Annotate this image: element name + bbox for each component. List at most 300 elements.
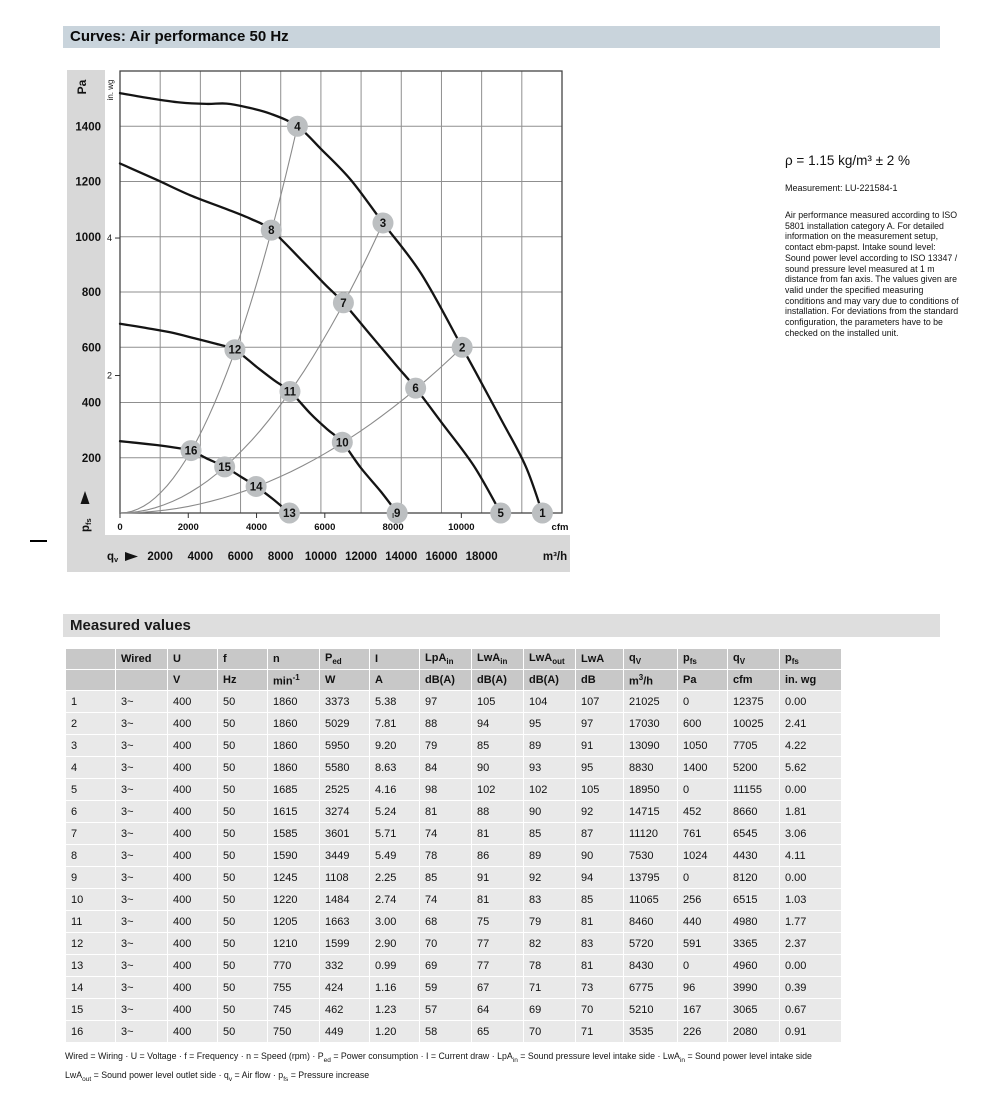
cell: 18950 <box>624 779 678 801</box>
cell: 745 <box>268 999 320 1021</box>
cell: 0.00 <box>780 955 842 977</box>
table-body <box>66 691 842 1043</box>
col-unit: Hz <box>218 670 268 691</box>
cell: 92 <box>524 867 576 889</box>
cell: 4.22 <box>780 735 842 757</box>
col-header: LwA <box>576 649 624 670</box>
cell: 3~ <box>116 757 168 779</box>
cell: 591 <box>678 933 728 955</box>
cell: 82 <box>524 933 576 955</box>
svg-text:6: 6 <box>412 383 419 396</box>
cell: 1.20 <box>370 1021 420 1043</box>
cell: 755 <box>268 977 320 999</box>
svg-text:5: 5 <box>497 508 504 520</box>
cell: 5.38 <box>370 691 420 713</box>
svg-text:14: 14 <box>249 481 263 494</box>
svg-text:2: 2 <box>458 342 466 355</box>
cell: 64 <box>472 999 524 1021</box>
cell: 3~ <box>116 779 168 801</box>
table-row <box>66 779 842 801</box>
cell: 449 <box>320 1021 370 1043</box>
cell: 0.00 <box>780 691 842 713</box>
cell: 50 <box>218 735 268 757</box>
cell: 78 <box>524 955 576 977</box>
svg-text:15: 15 <box>218 461 232 474</box>
table-row <box>66 691 842 713</box>
cell: 81 <box>472 889 524 911</box>
cell: 85 <box>420 867 472 889</box>
svg-text:6000: 6000 <box>314 522 336 533</box>
table-row <box>66 955 842 977</box>
cell: 3~ <box>116 889 168 911</box>
cell: 1860 <box>268 757 320 779</box>
cell: 81 <box>472 823 524 845</box>
cell: 1615 <box>268 801 320 823</box>
cell: 96 <box>678 977 728 999</box>
cell: 15 <box>66 999 116 1021</box>
cell: 400 <box>168 735 218 757</box>
marker-badge-3 <box>372 212 393 233</box>
svg-text:600: 600 <box>81 342 101 355</box>
cell: 10 <box>66 889 116 911</box>
footnote-line-2: LwA$_{out}$ = Sound power level outlet side · $q_v$ = Air flow · $p_{fs}$ = Pressure increase <box>65 1069 370 1083</box>
units-row <box>66 670 842 691</box>
cell: 3.06 <box>780 823 842 845</box>
cell: 3~ <box>116 1021 168 1043</box>
table-footnotes <box>65 1051 980 1089</box>
cell: 13 <box>66 955 116 977</box>
cell: 50 <box>218 867 268 889</box>
col-header: f <box>218 649 268 670</box>
cell: 14 <box>66 977 116 999</box>
cell: 65 <box>472 1021 524 1043</box>
cell: 58 <box>420 1021 472 1043</box>
cell: 88 <box>420 713 472 735</box>
cell: 50 <box>218 999 268 1021</box>
cell: 3449 <box>320 845 370 867</box>
svg-text:16: 16 <box>184 445 198 458</box>
cell: 1663 <box>320 911 370 933</box>
y-unit-inwg: in. wg <box>106 79 115 101</box>
cell: 8120 <box>728 867 780 889</box>
cell: 50 <box>218 713 268 735</box>
cell: 6775 <box>624 977 678 999</box>
cell: 7530 <box>624 845 678 867</box>
svg-text:9: 9 <box>393 508 401 520</box>
cell: 93 <box>524 757 576 779</box>
svg-text:0: 0 <box>117 522 123 533</box>
cell: 2.90 <box>370 933 420 955</box>
cell: 90 <box>472 757 524 779</box>
cell: 1220 <box>268 889 320 911</box>
cell: 5210 <box>624 999 678 1021</box>
col-unit: A <box>370 670 420 691</box>
table-row <box>66 801 842 823</box>
cell: 50 <box>218 955 268 977</box>
cell: 1.23 <box>370 999 420 1021</box>
cell: 600 <box>678 713 728 735</box>
cell: 69 <box>420 955 472 977</box>
cell: 17030 <box>624 713 678 735</box>
cell: 0 <box>678 779 728 801</box>
marker-badge-16 <box>181 440 202 461</box>
col-header: LwA$_{out}$ <box>524 649 576 670</box>
cell: 86 <box>472 845 524 867</box>
cell: 3~ <box>116 845 168 867</box>
cell: 6 <box>66 801 116 823</box>
cell: 74 <box>420 823 472 845</box>
cell: 5.24 <box>370 801 420 823</box>
cell: 77 <box>472 933 524 955</box>
cell: 6545 <box>728 823 780 845</box>
svg-text:4000: 4000 <box>187 551 214 563</box>
cell: 5.49 <box>370 845 420 867</box>
cell: 1860 <box>268 735 320 757</box>
cell: 89 <box>524 845 576 867</box>
cell: 400 <box>168 867 218 889</box>
cell: 69 <box>524 999 576 1021</box>
svg-text:6000: 6000 <box>227 551 254 563</box>
cell: 5720 <box>624 933 678 955</box>
cell: 1860 <box>268 713 320 735</box>
cell: 85 <box>576 889 624 911</box>
cell: 332 <box>320 955 370 977</box>
marker-badge-7 <box>333 292 354 313</box>
cell: 400 <box>168 779 218 801</box>
marker-badge-13 <box>279 503 300 524</box>
cell: 70 <box>576 999 624 1021</box>
marker-badge-5 <box>490 503 511 524</box>
cell: 5200 <box>728 757 780 779</box>
marker-badge-12 <box>224 339 245 360</box>
col-header: I <box>370 649 420 670</box>
x-unit-m3h: m³/h <box>542 551 568 563</box>
header-row <box>66 649 842 670</box>
cell: 4430 <box>728 845 780 867</box>
x-axis-quantity-label: qv <box>107 551 119 564</box>
svg-text:10000: 10000 <box>304 551 337 563</box>
svg-text:12: 12 <box>228 344 242 357</box>
svg-text:3: 3 <box>379 217 387 230</box>
cell: 50 <box>218 977 268 999</box>
cell: 1 <box>66 691 116 713</box>
cell: 400 <box>168 823 218 845</box>
cell: 90 <box>524 801 576 823</box>
cell: 78 <box>420 845 472 867</box>
table-row <box>66 713 842 735</box>
svg-text:16000: 16000 <box>425 551 458 563</box>
col-unit: dB(A) <box>524 670 576 691</box>
cell: 1484 <box>320 889 370 911</box>
svg-text:8000: 8000 <box>267 551 294 563</box>
svg-text:10000: 10000 <box>448 522 475 533</box>
cell: 13090 <box>624 735 678 757</box>
cell: 3~ <box>116 823 168 845</box>
cell: 85 <box>524 823 576 845</box>
table-row <box>66 889 842 911</box>
cell: 13795 <box>624 867 678 889</box>
cell: 94 <box>472 713 524 735</box>
cell: 7705 <box>728 735 780 757</box>
cell: 0 <box>678 867 728 889</box>
cell: 97 <box>420 691 472 713</box>
cell: 14715 <box>624 801 678 823</box>
cell: 7.81 <box>370 713 420 735</box>
svg-text:8: 8 <box>268 225 275 238</box>
col-unit: dB <box>576 670 624 691</box>
cell: 3~ <box>116 801 168 823</box>
marker-badge-1 <box>532 503 553 524</box>
cell: 50 <box>218 889 268 911</box>
cell: 84 <box>420 757 472 779</box>
svg-text:13: 13 <box>282 508 296 520</box>
cell: 452 <box>678 801 728 823</box>
svg-text:400: 400 <box>81 397 101 410</box>
cell: 107 <box>576 691 624 713</box>
print-crop-mark <box>30 540 47 542</box>
col-header: $q_V$ <box>624 649 678 670</box>
cell: 3601 <box>320 823 370 845</box>
cell: 1.03 <box>780 889 842 911</box>
cell: 400 <box>168 757 218 779</box>
chart-side-notes <box>785 153 963 338</box>
marker-badge-10 <box>332 432 353 453</box>
svg-text:1200: 1200 <box>75 176 101 189</box>
marker-badge-4 <box>287 116 308 137</box>
marker-badge-11 <box>279 381 300 402</box>
cell: 21025 <box>624 691 678 713</box>
table-row <box>66 735 842 757</box>
cell: 95 <box>524 713 576 735</box>
col-unit: $m^3/h$ <box>624 670 678 691</box>
cell: 1024 <box>678 845 728 867</box>
cell: 50 <box>218 801 268 823</box>
cell: 0.91 <box>780 1021 842 1043</box>
col-header: $p_{fs}$ <box>678 649 728 670</box>
cell: 11 <box>66 911 116 933</box>
cell: 104 <box>524 691 576 713</box>
svg-text:1: 1 <box>539 508 546 520</box>
cell: 3 <box>66 735 116 757</box>
cell: 1210 <box>268 933 320 955</box>
table-head <box>66 649 842 691</box>
cell: 95 <box>576 757 624 779</box>
cell: 1205 <box>268 911 320 933</box>
col-header: $P_{ed}$ <box>320 649 370 670</box>
cell: 77 <box>472 955 524 977</box>
cell: 5 <box>66 779 116 801</box>
curves-section-title: Curves: Air performance 50 Hz <box>63 26 940 48</box>
col-header <box>66 649 116 670</box>
cell: 50 <box>218 757 268 779</box>
svg-text:4: 4 <box>106 233 112 244</box>
col-unit: cfm <box>728 670 780 691</box>
col-header: U <box>168 649 218 670</box>
cell: 9.20 <box>370 735 420 757</box>
cell: 400 <box>168 845 218 867</box>
cell: 50 <box>218 1021 268 1043</box>
cell: 2 <box>66 713 116 735</box>
cell: 79 <box>420 735 472 757</box>
cell: 0.99 <box>370 955 420 977</box>
cell: 3.00 <box>370 911 420 933</box>
cell: 16 <box>66 1021 116 1043</box>
cell: 102 <box>524 779 576 801</box>
cell: 105 <box>472 691 524 713</box>
svg-text:800: 800 <box>81 287 101 299</box>
cell: 50 <box>218 691 268 713</box>
col-unit <box>116 670 168 691</box>
cell: 3365 <box>728 933 780 955</box>
cell: 256 <box>678 889 728 911</box>
svg-text:2000: 2000 <box>177 522 199 533</box>
col-header: Wired <box>116 649 168 670</box>
cell: 5580 <box>320 757 370 779</box>
cell: 400 <box>168 691 218 713</box>
table-row <box>66 999 842 1021</box>
cell: 4 <box>66 757 116 779</box>
cell: 88 <box>472 801 524 823</box>
cell: 4960 <box>728 955 780 977</box>
cell: 1.81 <box>780 801 842 823</box>
cell: 71 <box>524 977 576 999</box>
cell: 50 <box>218 845 268 867</box>
measured-values-title: Measured values <box>63 614 940 637</box>
cell: 68 <box>420 911 472 933</box>
table-row <box>66 823 842 845</box>
svg-text:18000: 18000 <box>465 551 498 563</box>
table-row <box>66 977 842 999</box>
cell: 97 <box>576 713 624 735</box>
cell: 85 <box>472 735 524 757</box>
cell: 3~ <box>116 977 168 999</box>
cell: 7 <box>66 823 116 845</box>
svg-text:14000: 14000 <box>385 551 418 563</box>
col-header: LpA$_{in}$ <box>420 649 472 670</box>
cell: 3274 <box>320 801 370 823</box>
cell: 2.41 <box>780 713 842 735</box>
cell: 226 <box>678 1021 728 1043</box>
cell: 6515 <box>728 889 780 911</box>
cell: 0 <box>678 955 728 977</box>
cell: 94 <box>576 867 624 889</box>
cell: 3~ <box>116 735 168 757</box>
cell: 400 <box>168 955 218 977</box>
cell: 770 <box>268 955 320 977</box>
svg-text:7: 7 <box>340 297 347 310</box>
cell: 5029 <box>320 713 370 735</box>
cell: 79 <box>524 911 576 933</box>
cell: 5.62 <box>780 757 842 779</box>
table-row <box>66 911 842 933</box>
x-unit-cfm: cfm <box>551 522 569 533</box>
cell: 105 <box>576 779 624 801</box>
cell: 81 <box>576 911 624 933</box>
col-unit: dB(A) <box>420 670 472 691</box>
cell: 1860 <box>268 691 320 713</box>
table-row <box>66 1021 842 1043</box>
cell: 3~ <box>116 713 168 735</box>
col-header: LwA$_{in}$ <box>472 649 524 670</box>
cell: 400 <box>168 713 218 735</box>
col-header: n <box>268 649 320 670</box>
cell: 11155 <box>728 779 780 801</box>
cell: 91 <box>576 735 624 757</box>
cell: 0.00 <box>780 779 842 801</box>
cell: 3~ <box>116 911 168 933</box>
marker-badge-6 <box>405 378 426 399</box>
table-row <box>66 757 842 779</box>
svg-text:4000: 4000 <box>245 522 268 533</box>
cell: 400 <box>168 977 218 999</box>
cell: 0 <box>678 691 728 713</box>
cell: 73 <box>576 977 624 999</box>
cell: 3~ <box>116 933 168 955</box>
cell: 167 <box>678 999 728 1021</box>
svg-text:1000: 1000 <box>75 231 101 244</box>
marker-badge-8 <box>261 220 282 241</box>
table-row <box>66 867 842 889</box>
marker-badge-2 <box>452 337 473 358</box>
cell: 91 <box>472 867 524 889</box>
cell: 3~ <box>116 691 168 713</box>
svg-text:11: 11 <box>283 386 297 399</box>
cell: 70 <box>524 1021 576 1043</box>
cell: 3990 <box>728 977 780 999</box>
cell: 1400 <box>678 757 728 779</box>
cell: 8 <box>66 845 116 867</box>
cell: 81 <box>420 801 472 823</box>
cell: 89 <box>524 735 576 757</box>
cell: 0.00 <box>780 867 842 889</box>
cell: 5950 <box>320 735 370 757</box>
cell: 1599 <box>320 933 370 955</box>
col-unit: W <box>320 670 370 691</box>
cell: 50 <box>218 779 268 801</box>
cell: 400 <box>168 933 218 955</box>
cell: 4980 <box>728 911 780 933</box>
col-unit: $\min^{-1}$ <box>268 670 320 691</box>
air-performance-chart <box>63 70 570 572</box>
cell: 3~ <box>116 955 168 977</box>
cell: 400 <box>168 889 218 911</box>
cell: 1685 <box>268 779 320 801</box>
cell: 400 <box>168 1021 218 1043</box>
cell: 1245 <box>268 867 320 889</box>
svg-text:1400: 1400 <box>75 121 101 134</box>
col-unit: V <box>168 670 218 691</box>
cell: 1.77 <box>780 911 842 933</box>
cell: 81 <box>576 955 624 977</box>
cell: 8660 <box>728 801 780 823</box>
measurement-note: Air performance measured according to ISO 5801 installation category A. For detailed information on the measurement setup, contact ebm-papst. Intake sound level: Sound power level according to ISO 13347 / sound pressure level measured at 1 m distance from fan axis. The values given are valid under the specified measuring conditions and may vary due to conditions of installation. For deviations from the standard configuration, the parameters have to be checked on the installed unit. <box>785 210 959 338</box>
cell: 4.16 <box>370 779 420 801</box>
svg-text:200: 200 <box>81 452 101 465</box>
cell: 2080 <box>728 1021 780 1043</box>
svg-text:2: 2 <box>106 370 112 381</box>
measurement-id: Measurement: LU-221584-1 <box>785 183 898 193</box>
measured-values-table <box>65 648 842 1043</box>
cell: 2.74 <box>370 889 420 911</box>
cell: 462 <box>320 999 370 1021</box>
cell: 750 <box>268 1021 320 1043</box>
cell: 98 <box>420 779 472 801</box>
cell: 440 <box>678 911 728 933</box>
cell: 57 <box>420 999 472 1021</box>
svg-text:12000: 12000 <box>345 551 378 563</box>
cell: 4.11 <box>780 845 842 867</box>
cell: 90 <box>576 845 624 867</box>
